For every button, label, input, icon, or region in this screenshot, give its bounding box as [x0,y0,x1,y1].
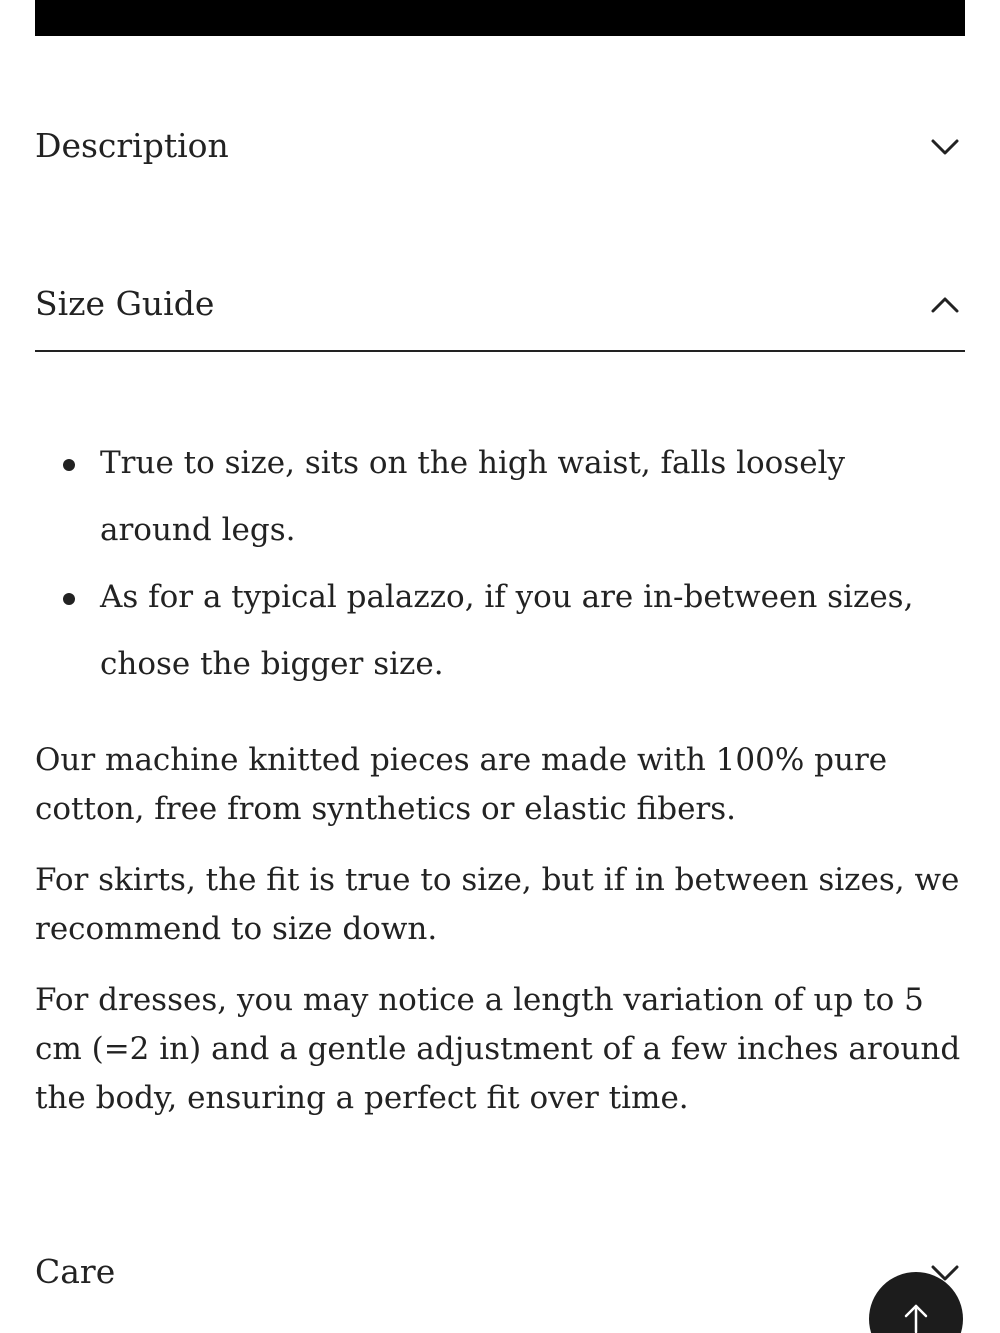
accordion-size-guide-header[interactable] [35,282,965,326]
accordion-size-guide-title: Size Guide [35,284,215,323]
size-guide-paragraph-dresses: For dresses, you may notice a length variation of up to 5 cm (=2 in) and a gentle adjustment of a few inches around the body, ensuring a perfect fit over time. [35,982,961,1116]
accordion-care-header[interactable] [35,1252,965,1292]
chevron-up-icon [929,288,961,320]
size-guide-paragraphs [35,736,965,1145]
arrow-up-icon [900,1302,932,1333]
size-guide-paragraph-cotton: Our machine knitted pieces are made with 100% pure cotton, free from synthetics or elastic fibers. [35,742,888,827]
list-item: True to size, sits on the high waist, falls loosely around legs. [35,430,965,564]
top-black-bar [35,0,965,36]
size-guide-bullet-list [35,430,965,698]
accordion-description-header[interactable] [35,124,965,168]
size-guide-divider [35,350,965,352]
chevron-down-icon [929,130,961,162]
list-item: As for a typical palazzo, if you are in-between sizes, chose the bigger size. [35,564,965,698]
size-guide-paragraph-skirts: For skirts, the fit is true to size, but if in between sizes, we recommend to size down. [35,862,960,947]
accordion-description-title: Description [35,126,229,165]
accordion-care-title: Care [35,1252,116,1291]
